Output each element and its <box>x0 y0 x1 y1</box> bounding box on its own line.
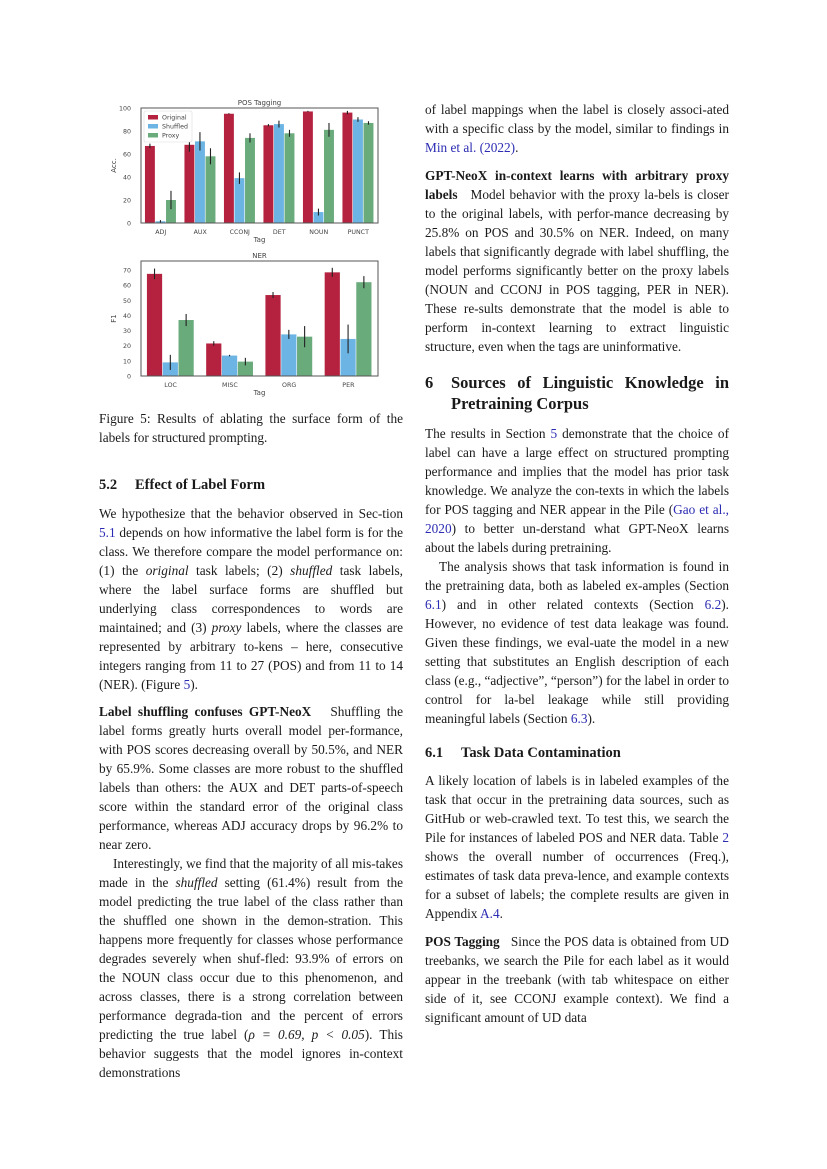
x-axis-label: Tag <box>253 236 266 244</box>
x-tick-label: MISC <box>222 382 238 389</box>
appendix-ref-link[interactable]: A.4 <box>480 906 500 921</box>
x-tick-label: ORG <box>282 382 297 389</box>
section-ref-link[interactable]: 5 <box>550 426 558 441</box>
paragraph-heading: POS Tagging <box>425 934 500 949</box>
paragraph-heading: Label shuffling confuses GPT-NeoX <box>99 704 312 719</box>
legend <box>144 111 192 142</box>
y-tick-label: 0 <box>126 373 131 381</box>
section-number: 5.2 <box>99 477 118 493</box>
y-tick-label: 30 <box>122 328 131 336</box>
section-number: 6 <box>425 373 434 392</box>
bar-proxy-aux <box>206 156 216 223</box>
bar-original-punct <box>342 113 352 223</box>
paragraph: POS Tagging Since the POS data is obtained from UD treebanks, we search the Pile for each label as it would appear in the treebank (with tab whitespace on either side of it, see CCONJ example context). We find a significant amount of UD data <box>425 934 729 1025</box>
bar-shuffled-misc <box>222 356 237 376</box>
right-column <box>425 100 729 1027</box>
x-axis-label: Tag <box>253 389 266 397</box>
bar-original-det <box>263 125 273 223</box>
legend-label-shuffled: Shuffled <box>162 123 188 131</box>
bar-proxy-per <box>356 282 371 376</box>
x-tick-label: DET <box>272 229 286 236</box>
paragraph: Label shuffling confuses GPT-NeoX Shuffling the label forms greatly hurts overall model per-formance, with POS scores decreasing overall by 50.5%, and NER by 65.9%. Some classes are more robust to the shuffled labels than others: the AUX and DET parts-of-speech score within the standard error of the original class performance, whereas ADJ accuracy drops by 96.2% to near zero. <box>99 704 403 852</box>
section-ref-link[interactable]: 6.3 <box>570 711 588 726</box>
legend-swatch-shuffled <box>148 124 158 129</box>
bar-shuffled-punct <box>353 120 363 224</box>
section-heading-6 <box>425 372 729 414</box>
x-tick-label: AUX <box>193 229 207 236</box>
citation-link[interactable]: Gao et al., 2020 <box>425 502 729 536</box>
y-tick-label: 70 <box>122 267 131 275</box>
bar-original-aux <box>184 145 194 223</box>
y-axis-label: Acc. <box>110 158 118 173</box>
figure-5 <box>104 96 394 396</box>
bar-original-loc <box>147 274 162 376</box>
figure-caption: Figure 5: Results of ablating the surface form of the labels for structured prompting. <box>99 411 403 445</box>
citation-link[interactable]: Min et al. (2022) <box>425 140 516 155</box>
y-tick-label: 20 <box>122 197 131 205</box>
y-tick-label: 40 <box>122 312 131 320</box>
bar-original-cconj <box>224 114 234 223</box>
bar-shuffled-org <box>281 334 296 376</box>
y-tick-label: 20 <box>122 343 131 351</box>
section-ref-link[interactable]: 6.2 <box>704 597 722 612</box>
x-tick-label: PER <box>342 382 355 389</box>
bar-original-adj <box>145 146 155 223</box>
section-title: Effect of Label Form <box>135 477 266 493</box>
paragraph-heading: GPT-NeoX in-context learns with arbitrary proxy labels <box>425 168 729 202</box>
legend-swatch-proxy <box>148 133 158 138</box>
section-ref-link[interactable]: 6.1 <box>425 597 442 612</box>
paragraph: Interestingly, we find that the majority of all mis-takes made in the shuffled setting (61.4%) result from the model predicting the true label of the class rather than the shuffled one shown in the demon-stration. This happens more frequently for classes whose performance degrades severely when shuf-fled: 93.9% of errors on the NOUN class occur due to this phenomenon, and across classes, there is a strong correlation between performance degrada-tion and the percent of errors predicting the true label (ρ = 0.69, p < 0.05). This behavior suggests that the model ignores in-context demonstrations <box>99 856 403 1080</box>
bar-proxy-det <box>285 133 295 223</box>
section-heading-5-2 <box>99 476 403 495</box>
y-tick-label: 0 <box>126 220 131 228</box>
section-title: Sources of Linguistic Knowledge in Pretraining Corpus <box>451 373 729 413</box>
y-tick-label: 80 <box>122 128 131 136</box>
paragraph: We hypothesize that the behavior observed in Sec-tion 5.1 depends on how informative the label form is for the class. We therefore compare the model performance on: (1) the original task labels; (2) shuffled task labels, where the label surface forms are shuffled but underlying class correspondences to words are maintained; and (3) proxy labels, where the classes are represented by arbitrary to-kens – here, consecutive integers ranging from 11 to 27 (POS) and from 11 to 14 (NER). (Figure 5). <box>99 506 404 692</box>
x-tick-label: NOUN <box>309 229 329 236</box>
math-expression: ρ = 0.69, p < 0.05 <box>248 1027 365 1042</box>
bar-shuffled-cconj <box>234 178 244 223</box>
y-tick-label: 100 <box>118 105 131 113</box>
paragraph: The analysis shows that task information is found in the pretraining data, both as labeled ex-amples (Section 6.1) and in other related contexts (Section 6.2). However, no evidence of test data leakage was found. Given these findings, we eval-uate the model in a new setting that substitutes an English description of each class (e.g., “adjective”, “person”) for the label in order to control for la-bel leakage while still providing meaningful labels (Section 6.3). <box>425 559 729 726</box>
chart-ner <box>104 249 394 399</box>
paragraph: of label mappings when the label is closely associ-ated with a specific class by the model, similar to findings in Min et al. (2022). <box>425 102 729 155</box>
section-title: Task Data Contamination <box>461 745 621 761</box>
paragraph: The results in Section 5 demonstrate that the choice of label can have a large effect on structured prompting performance and implies that the model has prior task knowledge. We analyze the con-texts in which the labels for POS tagging and NER appear in the Pile (Gao et al., 2020) to better un-derstand what GPT-NeoX learns about the labels during pretraining. <box>425 426 730 555</box>
section-heading-6-1 <box>425 744 729 763</box>
y-axis-label: F1 <box>110 314 118 323</box>
bar-original-per <box>325 272 340 376</box>
bar-proxy-noun <box>324 130 334 223</box>
chart-title: NER <box>252 252 267 260</box>
figure-ref-link[interactable]: 5 <box>183 677 191 692</box>
section-ref-link[interactable]: 5.1 <box>99 525 116 540</box>
legend-swatch-original <box>148 115 158 120</box>
left-column <box>99 476 403 1082</box>
y-tick-label: 50 <box>122 297 131 305</box>
paragraph: A likely location of labels is in labeled examples of the task that occur in the pretraining data sources, such as GitHub or web-crawled text. To test this, we search the Pile for instances of labeled POS and NER data. Table 2 shows the overall number of occurrences (Freq.), estimates of task data preva-lence, and example contexts for a subset of labels; the complete results are given in Appendix A.4. <box>425 773 729 921</box>
y-tick-label: 60 <box>122 282 131 290</box>
y-tick-label: 40 <box>122 174 131 182</box>
bar-proxy-loc <box>179 320 194 376</box>
bar-proxy-punct <box>364 123 374 223</box>
section-number: 6.1 <box>425 745 444 761</box>
x-tick-label: CCONJ <box>229 229 250 236</box>
bar-proxy-cconj <box>245 138 255 223</box>
bar-shuffled-det <box>274 124 284 223</box>
chart-pos-tagging <box>104 96 394 246</box>
bar-original-misc <box>206 343 221 376</box>
x-tick-label: PUNCT <box>347 229 369 236</box>
x-tick-label: LOC <box>164 382 177 389</box>
x-tick-label: ADJ <box>155 229 167 236</box>
bar-shuffled-aux <box>195 141 205 223</box>
paragraph: GPT-NeoX in-context learns with arbitrary proxy labels Model behavior with the proxy la-bels is closer to the original labels, with perfor-mance decreasing by 25.8% on POS and 30.5% on NER. Indeed, on many labels that significantly degrade with label shuffling, the model performs significantly better on the proxy labels (NOUN and CCONJ in POS tagging, PER in NER). These re-sults demonstrate that the model is able to perform in-context learning to extract linguistic structure, even when the tags are uninformative. <box>425 168 729 354</box>
legend-label-original: Original <box>162 114 187 122</box>
table-ref-link[interactable]: 2 <box>722 830 729 845</box>
legend-label-proxy: Proxy <box>162 132 180 140</box>
y-tick-label: 60 <box>122 151 131 159</box>
chart-title: POS Tagging <box>237 99 282 107</box>
bar-original-org <box>265 295 280 376</box>
y-tick-label: 10 <box>122 358 131 366</box>
bar-original-noun <box>303 111 313 223</box>
